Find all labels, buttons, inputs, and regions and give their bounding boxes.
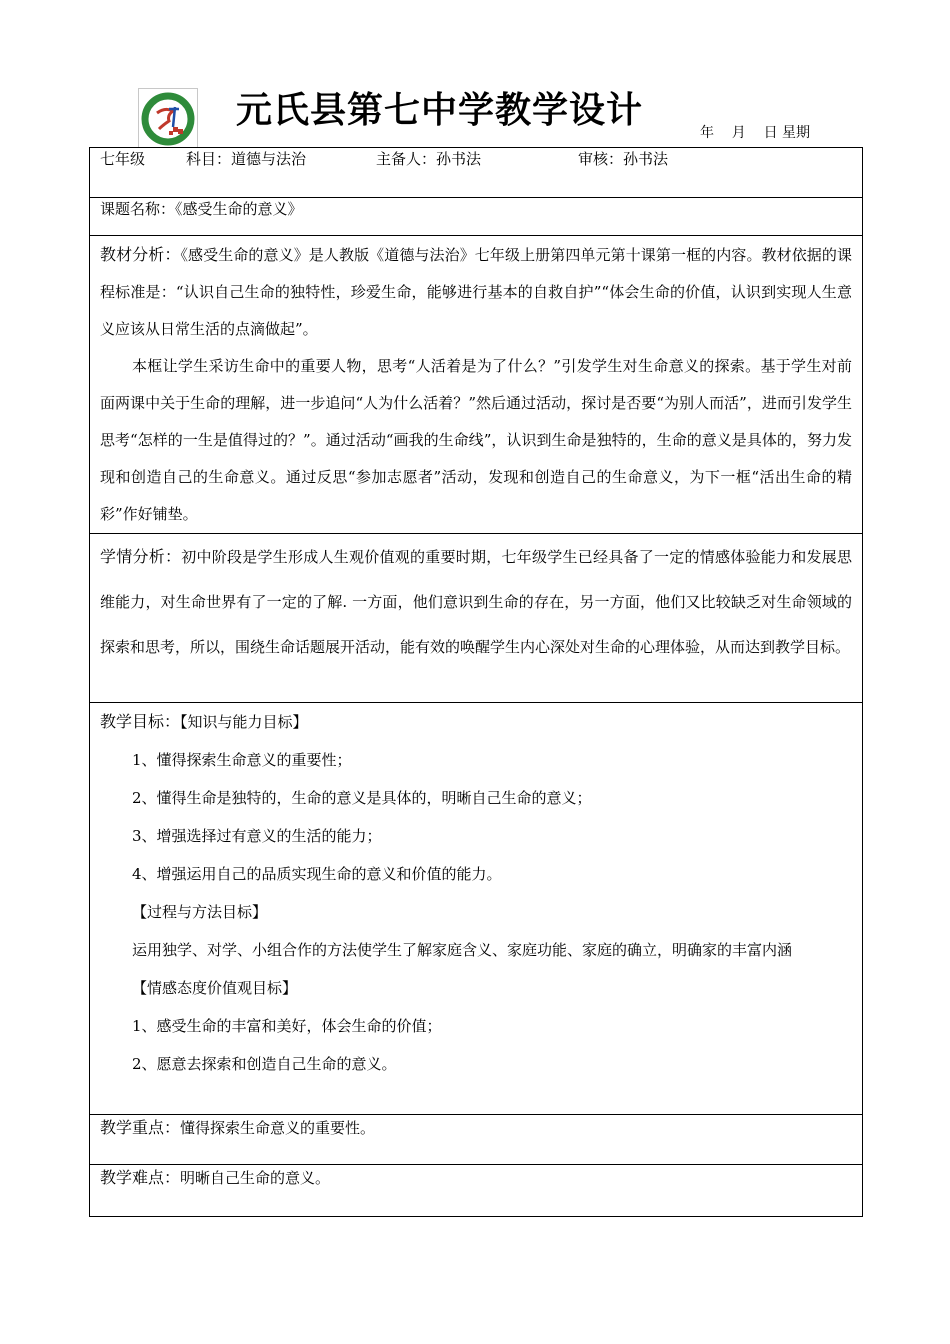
lesson-plan-table xyxy=(89,147,863,1217)
knowledge-goal-1: 1、懂得探索生命意义的重要性； xyxy=(132,751,352,769)
grade-field: 七年级 xyxy=(100,150,146,168)
analysis-paragraph-1 xyxy=(100,236,852,348)
goals-label: 教学目标： xyxy=(100,712,181,731)
difficulty-label: 教学难点： xyxy=(100,1168,181,1187)
learner-cell xyxy=(90,534,863,703)
info-row xyxy=(90,148,863,198)
school-logo xyxy=(138,88,198,148)
goals-cell xyxy=(90,703,863,1115)
knowledge-heading: 【知识与能力目标】 xyxy=(180,713,308,731)
learner-row xyxy=(90,534,863,703)
difficulty-cell xyxy=(90,1165,863,1217)
learner-text: 初中阶段是学生形成人生观价值观的重要时期，七年级学生已经具备了一定的情感体验能力和发展思维能力，对生命世界有了一定的了解. 一方面，他们意识到生命的存在，另一方面，他们又比较缺乏对生命领域的探索和思考，所以，围绕生命话题展开活动，能有效的唤醒学生内心深处对生命的心理体验，从而达到教学目标。 xyxy=(100,548,852,656)
reviewer-field: 审核：孙书法 xyxy=(578,150,669,168)
analysis-label: 教材分析： xyxy=(100,245,181,264)
emotion-heading: 【情感态度价值观目标】 xyxy=(132,979,298,997)
topic-cell: 课题名称：《感受生命的意义》 xyxy=(90,198,863,236)
goals-row xyxy=(90,703,863,1115)
knowledge-goal-4: 4、增强运用自己的品质实现生命的意义和价值的能力。 xyxy=(132,865,502,883)
analysis-row xyxy=(90,236,863,534)
subject-field: 科目：道德与法治 xyxy=(186,150,307,168)
key-point-row xyxy=(90,1115,863,1165)
analysis-paragraph-2: 本框让学生采访生命中的重要人物，思考“人活着是为了什么？”引发学生对生命意义的探索。基于学生对前面两课中关于生命的理解，进一步追问“人为什么活着？”然后通过活动，探讨是否要“为别人而活”，进而引发学生思考“怎样的一生是值得过的？”。通过活动“画我的生命线”，认识到生命是独特的，生命的意义是具体的，努力发现和创造自己的生命意义。通过反思“参加志愿者”活动，发现和创造自己的生命意义，为下一框“活出生命的精彩”作好铺垫。 xyxy=(100,357,852,523)
info-cell xyxy=(90,148,863,198)
topic-row xyxy=(90,198,863,236)
knowledge-goal-2: 2、懂得生命是独特的，生命的意义是具体的，明晰自己生命的意义； xyxy=(132,789,592,807)
analysis-text-1: 《感受生命的意义》是人教版《道德与法治》七年级上册第四单元第十课第一框的内容。教材依据的课程标准是：“认识自己生命的独特性，珍爱生命，能够进行基本的自救自护”“体会生命的价值，认识到实现人生意义应该从日常生活的点滴做起”。 xyxy=(100,246,852,338)
difficulty-row xyxy=(90,1165,863,1217)
analysis-cell xyxy=(90,236,863,534)
emotion-goal-1: 1、感受生命的丰富和美好，体会生命的价值； xyxy=(132,1017,442,1035)
learner-label: 学情分析： xyxy=(100,547,182,566)
goals-heading-line xyxy=(100,703,852,741)
school-emblem-icon xyxy=(139,89,197,147)
difficulty-text: 明晰自己生命的意义。 xyxy=(180,1169,331,1187)
date-line: 年 月 日 星期 xyxy=(700,125,811,141)
page-title: 元氏县第七中学教学设计 xyxy=(236,90,644,131)
key-point-label: 教学重点： xyxy=(100,1118,181,1137)
knowledge-goal-3: 3、增强选择过有意义的生活的能力； xyxy=(132,827,382,845)
learner-paragraph xyxy=(100,534,852,670)
preparer-field: 主备人：孙书法 xyxy=(376,150,482,168)
emotion-goal-2: 2、愿意去探索和创造自己生命的意义。 xyxy=(132,1055,397,1073)
key-point-text: 懂得探索生命意义的重要性。 xyxy=(180,1119,376,1137)
process-goal-text: 运用独学、对学、小组合作的方法使学生了解家庭含义、家庭功能、家庭的确立，明确家的丰富内涵 xyxy=(132,941,793,959)
process-heading: 【过程与方法目标】 xyxy=(132,903,268,921)
key-point-cell xyxy=(90,1115,863,1165)
